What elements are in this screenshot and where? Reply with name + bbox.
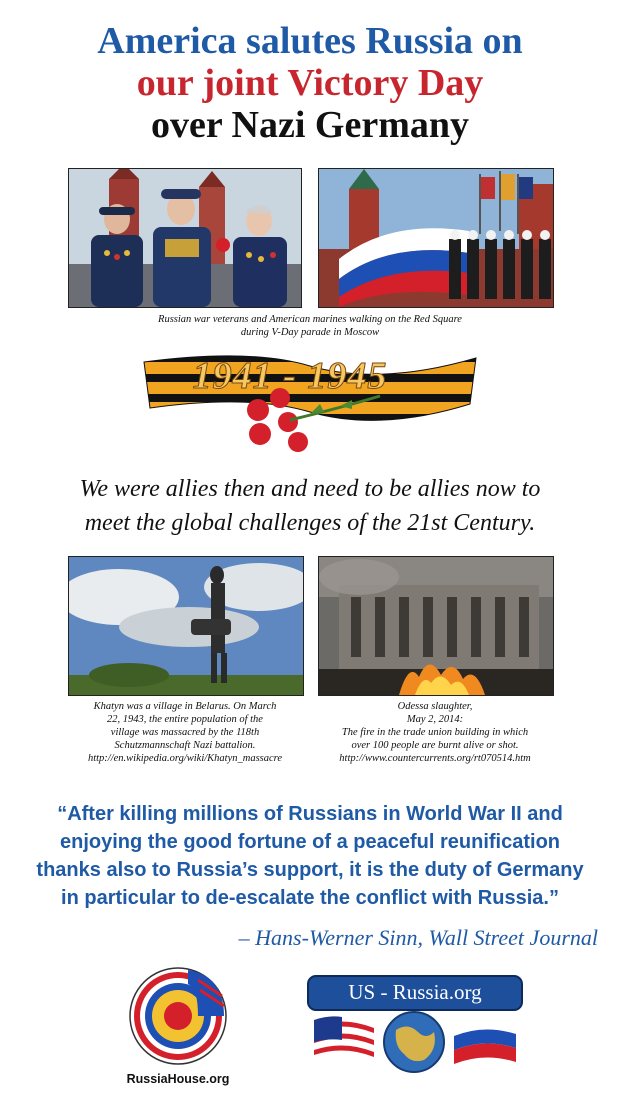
khatyn-caption-line-1: Khatyn was a village in Belarus. On March xyxy=(93,701,277,712)
khatyn-caption-line-4: Schutzmannschaft Nazi battalion. xyxy=(114,740,256,751)
russiahouse-logo[interactable] xyxy=(128,966,228,1066)
odessa-caption-line-2: May 2, 2014: xyxy=(406,714,464,725)
khatyn-photo xyxy=(68,556,304,696)
quote-line-3: thanks also to Russia’s support, it is the duty of Germany xyxy=(36,859,584,881)
us-russia-logo[interactable] xyxy=(304,970,526,1080)
headline-line-1: America salutes Russia on xyxy=(97,20,523,62)
top-caption xyxy=(60,313,560,339)
veterans-photo xyxy=(68,168,302,308)
odessa-caption-line-1: Odessa slaughter, xyxy=(397,701,473,712)
parade-photo xyxy=(318,168,554,308)
khatyn-caption xyxy=(60,700,310,765)
quote-block xyxy=(20,800,600,912)
top-caption-line-2: during V-Day parade in Moscow xyxy=(240,327,380,338)
allies-line-2: meet the global challenges of the 21st Century. xyxy=(84,510,536,536)
st-george-ribbon xyxy=(140,348,480,458)
quote-line-1: “After killing millions of Russians in World War II and xyxy=(57,803,563,825)
khatyn-caption-link[interactable]: http://en.wikipedia.org/wiki/Khatyn_massacre xyxy=(87,753,283,764)
odessa-caption-line-4: over 100 people are burnt alive or shot. xyxy=(351,740,519,751)
ribbon-years: 1941 - 1945 xyxy=(192,355,388,397)
quote-attribution: – Hans-Werner Sinn, Wall Street Journal xyxy=(238,925,598,950)
headline-line-3: over Nazi Germany xyxy=(151,104,469,146)
khatyn-caption-line-2: 22, 1943, the entire population of the xyxy=(107,714,263,725)
khatyn-caption-line-3: village was massacred by the 118th xyxy=(110,727,260,738)
allies-line-1: We were allies then and need to be allies now to xyxy=(79,476,541,502)
odessa-photo xyxy=(318,556,554,696)
headline-line-2: our joint Victory Day xyxy=(136,62,484,104)
us-russia-label[interactable]: US - Russia.org xyxy=(348,980,482,1004)
odessa-caption-link[interactable]: http://www.countercurrents.org/rt070514.htm xyxy=(339,753,531,764)
top-caption-line-1: Russian war veterans and American marines walking on the Red Square xyxy=(158,314,462,325)
quote-line-2: enjoying the good fortune of a peaceful reunification xyxy=(59,831,561,853)
odessa-caption xyxy=(310,700,560,765)
odessa-caption-line-3: The fire in the trade union building in which xyxy=(341,727,529,738)
quote-line-4: in particular to de-escalate the conflict with Russia.” xyxy=(61,887,559,909)
russiahouse-label[interactable]: RussiaHouse.org xyxy=(126,1072,230,1086)
